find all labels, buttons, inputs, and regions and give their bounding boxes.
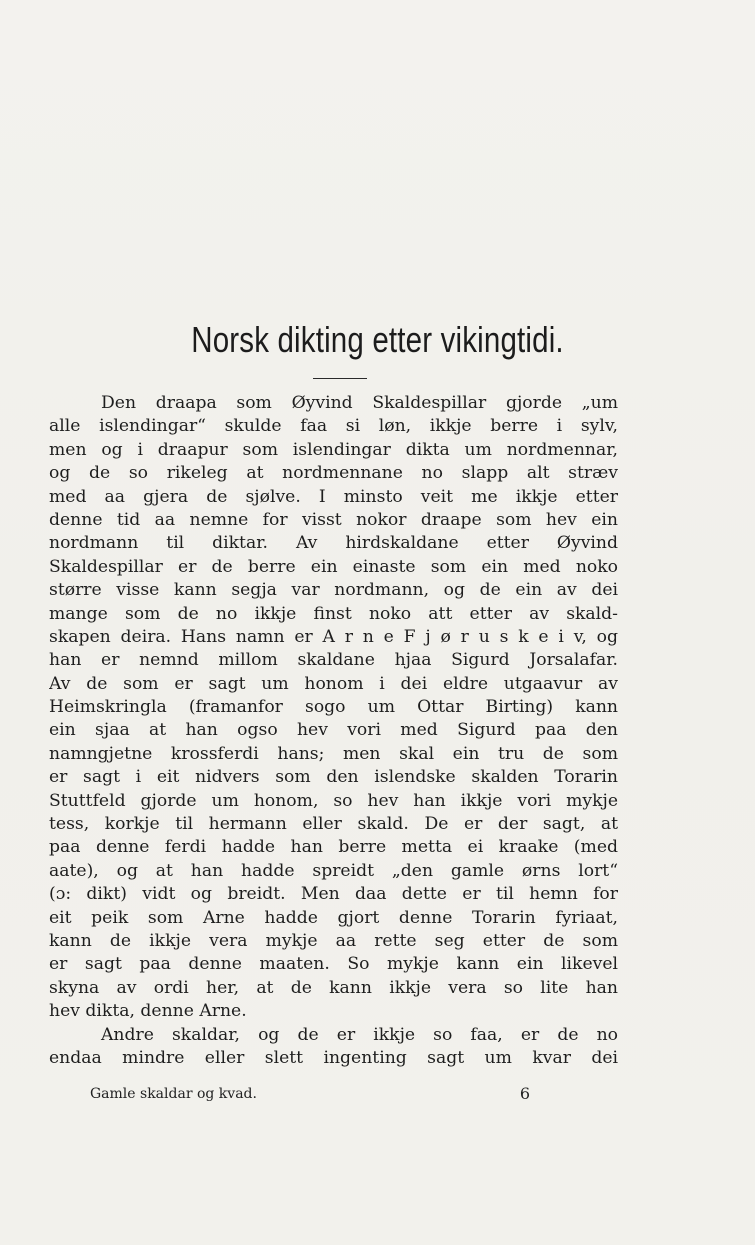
text-line: denne tid aa nemne for visst nokor draape som hev ein [49,509,618,530]
signature-number: 6 [519,1084,530,1103]
text-line: skyna av ordi her, at de kann ikkje vera so lite han [49,977,618,998]
text-line: mange som de no ikkje finst noko att etter av skald- [49,603,618,624]
text-line: (ɔ: dikt) vidt og breidt. Men daa dette er til hemn for [49,884,618,905]
text-line: og de so rikeleg at nordmennane no slapp alt stræv [49,463,618,484]
text-line: skapen deira. Hans namn er A r n e F j ø r u s k e i v, og [49,626,618,647]
text-line: hev dikta, denne Arne. [49,1001,247,1022]
text-line: alle islendingar“ skulde faa si løn, ikkje berre i sylv, [49,416,618,437]
text-line: tess, korkje til hermann eller skald. De er der sagt, at [49,814,618,835]
text-line: namngjetne krossferdi hans; men skal ein tru de som [49,743,618,764]
text-line: Den draapa som Øyvind Skaldespillar gjorde „um [101,393,618,413]
text-line: Stuttfeld gjorde um honom, so hev han ikkje vori mykje [49,790,618,811]
text-line: kann de ikkje vera mykje aa rette seg etter de som [49,930,618,951]
text-line: er sagt i eit nidvers som den islendske skalden Torarin [49,767,618,788]
text-line: med aa gjera de sjølve. I minsto veit me ikkje etter [49,486,618,507]
text-line: Skaldespillar er de berre ein einaste som ein med noko [49,556,618,577]
paragraph-1 [49,392,618,1024]
text-line: ein sjaa at han ogso hev vori med Sigurd paa den [49,720,618,741]
text-line: men og i draapur som islendingar dikta um nordmennar, [49,439,618,460]
text-line: Av de som er sagt um honom i dei eldre utgaavur av [49,673,618,694]
text-line: er sagt paa denne maaten. So mykje kann ein likevel [49,954,618,975]
printer-signature: Gamle skaldar og kvad. [90,1086,257,1102]
text-line: nordmann til diktar. Av hirdskaldane etter Øyvind [49,533,618,554]
chapter-title: Norsk dikting etter vikingtidi. [191,319,564,360]
text-line: aate), og at han hadde spreidt „den gamle ørns lort“ [49,860,618,881]
text-line: paa denne ferdi hadde han berre metta ei kraake (med [49,837,618,858]
paragraph-2 [49,1024,618,1071]
text-line: endaa mindre eller slett ingenting sagt um kvar dei [49,1047,618,1068]
body-text [49,392,618,1070]
text-line: eit peik som Arne hadde gjort denne Torarin fyriaat, [49,907,618,928]
text-line: han er nemnd millom skaldane hjaa Sigurd Jorsalafar. [49,650,618,671]
text-line: større visse kann segja var nordmann, og de ein av dei [49,580,618,601]
text-line: Andre skaldar, og de er ikkje so faa, er de no [101,1024,618,1045]
title-rule [313,378,367,379]
text-line: Heimskringla (framanfor sogo um Ottar Birting) kann [49,697,618,718]
